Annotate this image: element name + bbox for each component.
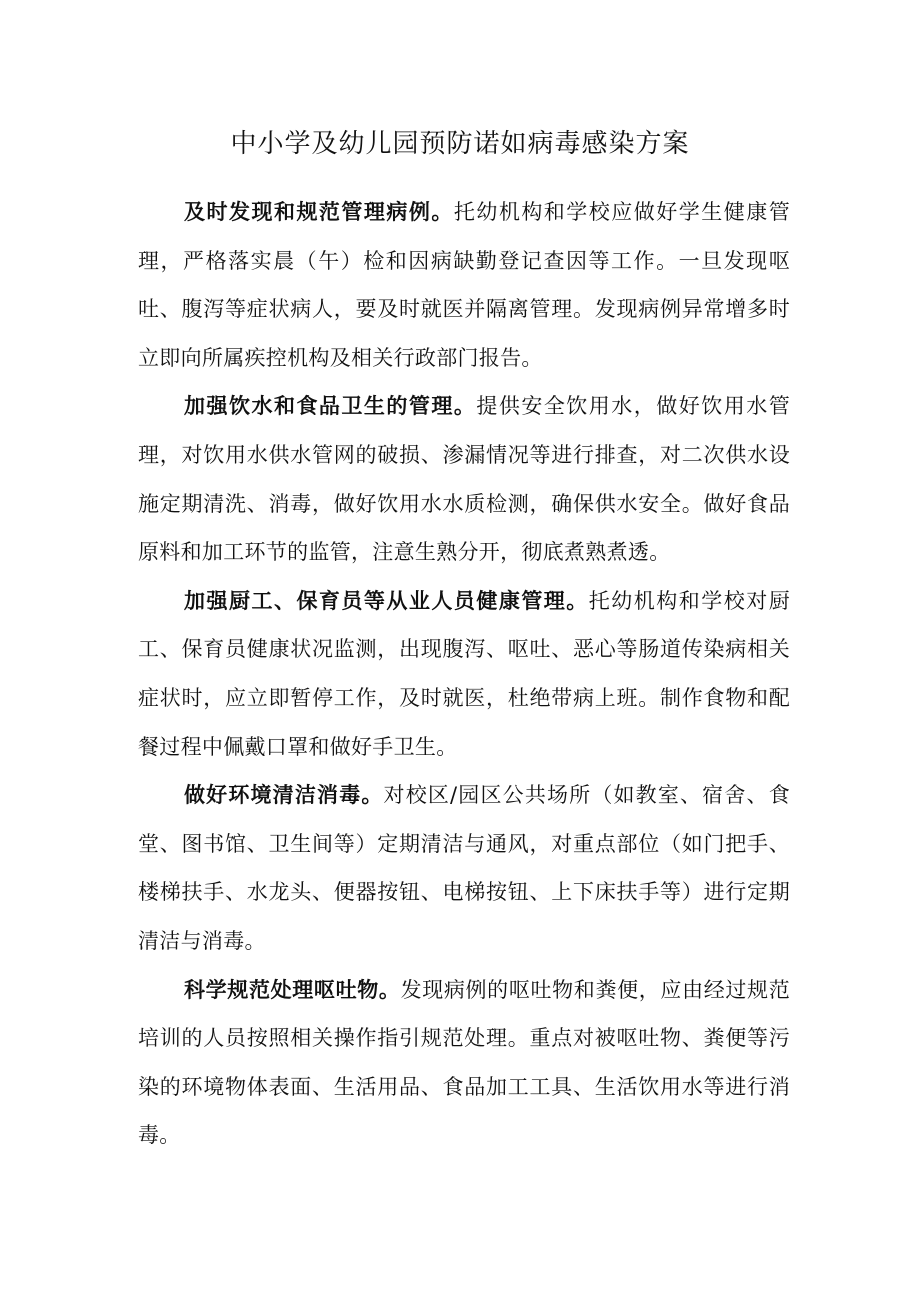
paragraph-text: 对校区/园区公共场所（如教室、宿舍、食堂、图书馆、卫生间等）定期清洁与通风，对重点部位（如门把手、楼梯扶手、水龙头、便器按钮、电梯按钮、上下床扶手等）进行定期清洁与消毒。 (138, 783, 790, 953)
paragraph-environment-cleaning (138, 771, 790, 965)
paragraph-text: 托幼机构和学校对厨工、保育员健康状况监测，出现腹泻、呕吐、恶心等肠道传染病相关症状时，应立即暂停工作，及时就医，杜绝带病上班。制作食物和配餐过程中佩戴口罩和做好手卫生。 (138, 588, 791, 759)
paragraph-heading: 及时发现和规范管理病例。 (184, 200, 454, 224)
paragraph-heading: 加强厨工、保育员等从业人员健康管理。 (184, 588, 589, 613)
document-body (138, 188, 790, 1160)
paragraph-text: 提供安全饮用水，做好饮用水管理，对饮用水供水管网的破损、渗漏情况等进行排查，对二次供水设施定期清洗、消毒，做好饮用水水质检测，确保供水安全。做好食品原料和加工环节的监管，注意生熟分开，彻底煮熟煮透。 (138, 394, 791, 565)
paragraph-text: 托幼机构和学校应做好学生健康管理，严格落实晨（午）检和因病缺勤登记查因等工作。一旦发现呕吐、腹泻等症状病人，要及时就医并隔离管理。发现病例异常增多时立即向所属疾控机构及相关行政部门报告。 (138, 200, 790, 370)
paragraph-heading: 做好环境清洁消毒。 (184, 783, 384, 808)
paragraph-heading: 科学规范处理呕吐物。 (184, 977, 401, 1002)
paragraph-text: 发现病例的呕吐物和粪便，应由经过规范培训的人员按照相关操作指引规范处理。重点对被呕吐物、粪便等污染的环境物体表面、生活用品、食品加工工具、生活饮用水等进行消毒。 (138, 977, 791, 1148)
paragraph-staff-health (138, 577, 790, 771)
document-title: 中小学及幼儿园预防诺如病毒感染方案 (230, 129, 690, 159)
paragraph-water-food-hygiene (138, 382, 790, 576)
paragraph-case-management (138, 188, 790, 382)
paragraph-heading: 加强饮水和食品卫生的管理。 (184, 394, 477, 419)
paragraph-vomit-handling (138, 966, 790, 1160)
